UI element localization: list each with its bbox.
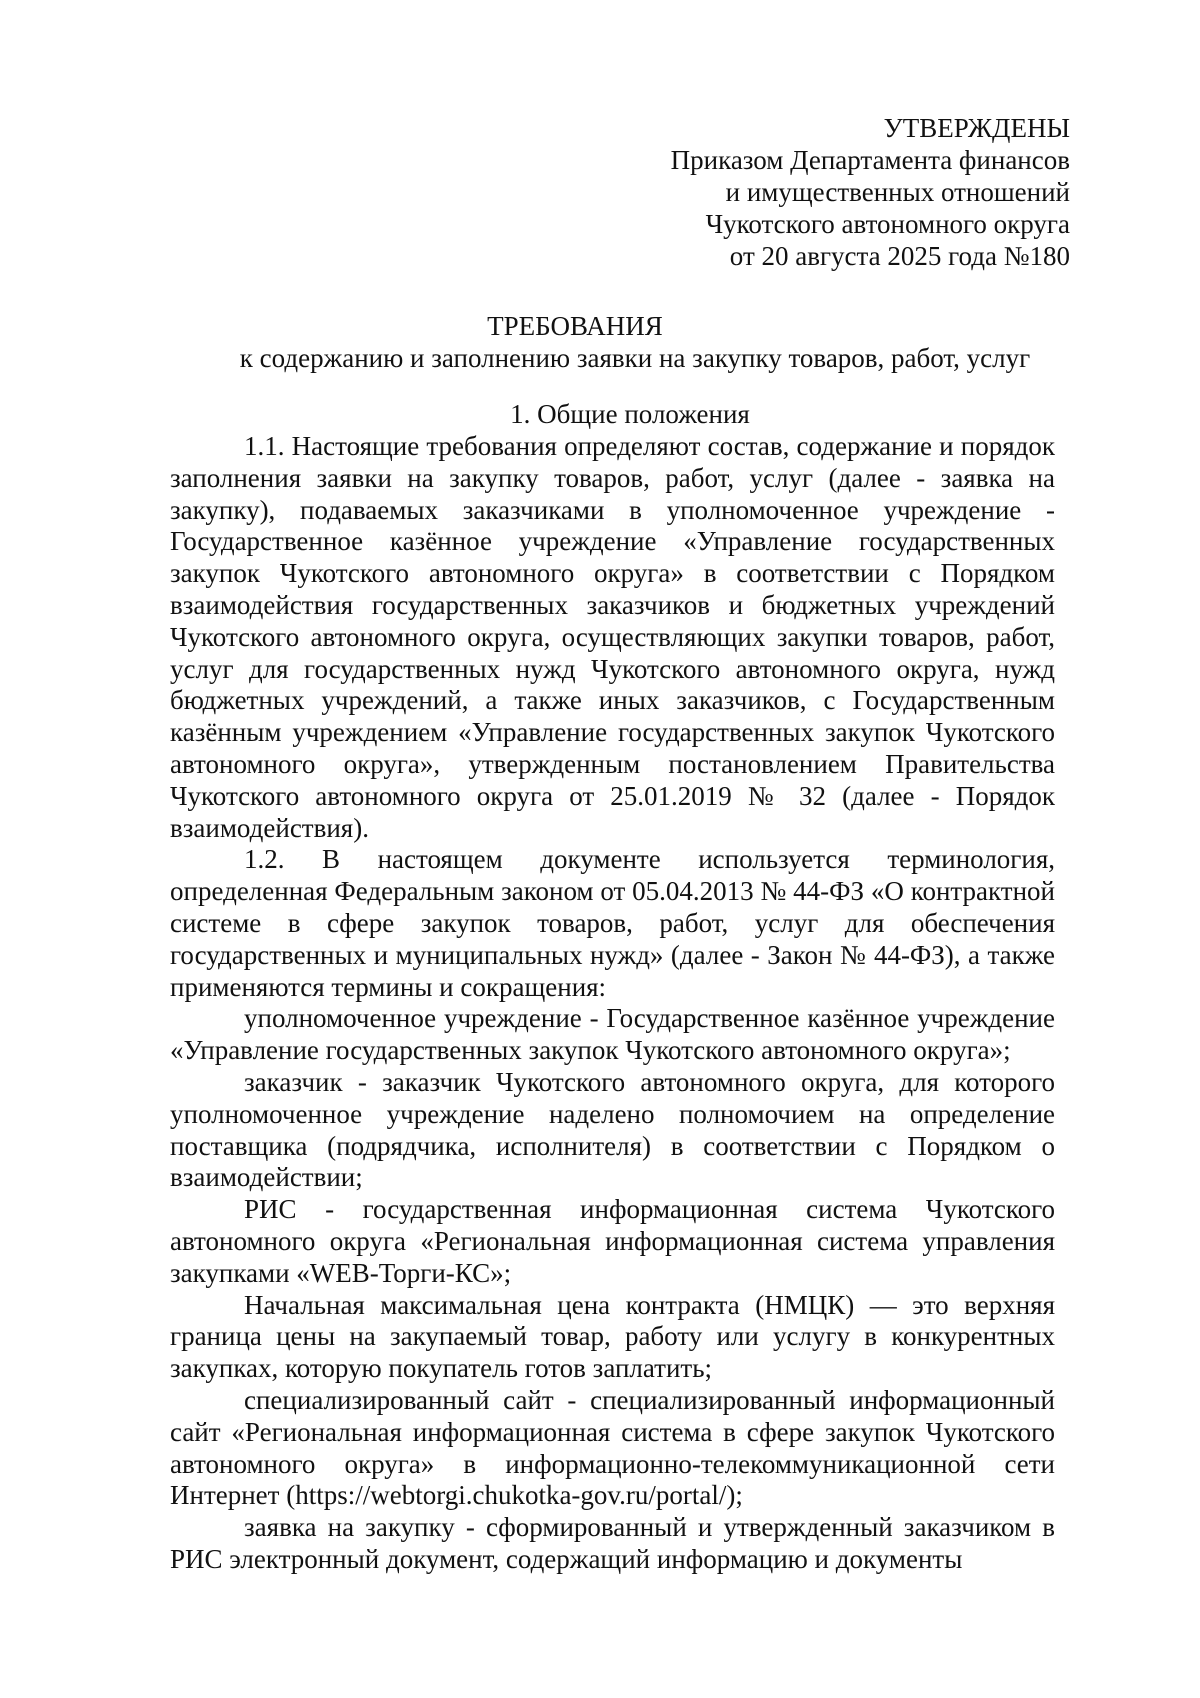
paragraph-1-1: 1.1. Настоящие требования определяют состав, содержание и порядок заполнения заявки на закупку товаров, работ, услуг (далее - заявка на закупку), подаваемых заказчиками в уполномоченное учреждение - Государственное казённое учреждение «Управление государственных закупок Чукотского автономного округа» в соответствии с Порядком взаимодействия государственных заказчиков и бюджетных учреждений Чукотского автономного округа, осуществляющих закупки товаров, работ, услуг для государственных нужд Чукотского автономного округа, нужд бюджетных учреждений, а также иных заказчиков, с Государственным казённым учреждением «Управление государственных закупок Чукотского автономного округа», утвержденным постановлением Правительства Чукотского автономного округа от 25.01.2019 № 32 (далее - Порядок взаимодействия). — [170, 431, 1055, 843]
document-subtitle: к содержанию и заполнению заявки на закупку товаров, работ, услуг — [239, 343, 1031, 373]
approval-line-order: Приказом Департамента финансов — [670, 145, 1070, 175]
term-purchase-request: заявка на закупку - сформированный и утвержденный заказчиком в РИС электронный документ, содержащий информацию и документы — [170, 1512, 1055, 1574]
paragraph-1-2: 1.2. В настоящем документе используется терминология, определенная Федеральным законом от 05.04.2013 № 44-ФЗ «О контрактной системе в сфере закупок товаров, работ, услуг для обеспечения государственных и муниципальных нужд» (далее - Закон № 44-ФЗ), а также применяются термины и сокращения: — [170, 844, 1055, 1002]
term-customer: заказчик - заказчик Чукотского автономного округа, для которого уполномоченное учреждение наделено полномочием на определение поставщика (подрядчика, исполнителя) в соответствии с Порядком о взаимодействии; — [170, 1066, 1055, 1193]
approval-line-region: Чукотского автономного округа — [705, 209, 1070, 239]
term-ris: РИС - государственная информационная система Чукотского автономного округа «Региональная информационная система управления закупками «WEB-Торги-КС»; — [170, 1194, 1055, 1288]
term-authorized-institution: уполномоченное учреждение - Государственное казённое учреждение «Управление государственных закупок Чукотского автономного округа»; — [170, 1003, 1055, 1066]
term-specialized-site: специализированный сайт - специализированный информационный сайт «Региональная информационная система в сфере закупок Чукотского автономного округа» в информационно-телекоммуникационной сети Интернет (https://webtorgi.chukotka-gov.ru/portal/); — [170, 1384, 1055, 1511]
document-title: ТРЕБОВАНИЯ — [487, 311, 663, 341]
section-heading: 1. Общие положения — [510, 399, 750, 429]
approval-line-approved: УТВЕРЖДЕНЫ — [883, 113, 1070, 143]
term-nmck: Начальная максимальная цена контракта (НМЦК) — это верхняя граница цены на закупаемый товар, работу или услугу в конкурентных закупках, которую покупатель готов заплатить; — [170, 1289, 1055, 1384]
approval-block — [550, 112, 1070, 272]
approval-line-date: от 20 августа 2025 года №180 — [729, 241, 1070, 271]
document-body — [170, 431, 1055, 1576]
approval-line-department: и имущественных отношений — [725, 177, 1070, 207]
